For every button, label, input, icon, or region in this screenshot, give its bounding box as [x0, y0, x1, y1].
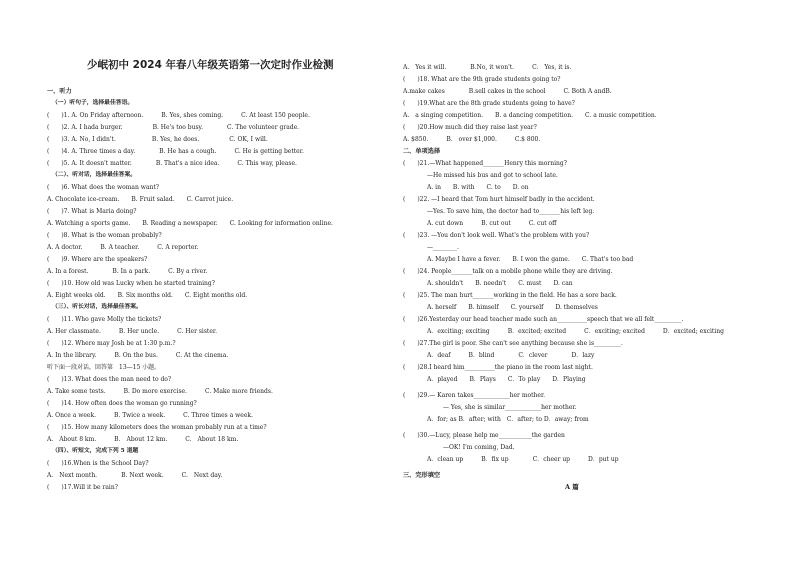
right-line: A 篇	[565, 483, 579, 491]
right-line: A．played B．Plays C．To play D．Playing	[427, 376, 586, 383]
left-line: ( )16.When is the School Day?	[47, 460, 149, 467]
left-line: A. A doctor. B. A teacher. C. A reporter.	[47, 244, 199, 251]
left-line: ( )5. A. It doesn't matter. B. That's a nice idea. C. This way, please.	[47, 160, 297, 167]
left-line: ( )10. How old was Lucky when he started training?	[47, 280, 215, 287]
right-line: ( )24. People_______talk on a mobile phone while they are driving.	[403, 268, 613, 275]
left-line: A. Chocolate ice-cream. B. Fruit salad. C. Carrot juice.	[47, 196, 234, 203]
page-title: 少岷初中 2024 年春八年级英语第一次定时作业检测	[87, 59, 334, 71]
left-line: （四）、听短文，完成下列 5 道题	[52, 448, 139, 454]
right-line: ( )21.—What happened_______Henry this morning?	[403, 160, 567, 167]
right-line: A.make cakes B.sell cakes in the school C. Both A andB.	[403, 88, 612, 95]
left-line: ( )1. A. On Friday afternoon. B. Yes, shes coming. C. At least 150 people.	[47, 112, 310, 119]
left-line: A. Once a week. B. Twice a week. C. Three times a week.	[47, 412, 253, 419]
left-line: 一、听力	[47, 88, 72, 95]
left-line: ( )2. A. I hada burger. B. He's too busy. C. The volunteer grade.	[47, 124, 300, 131]
left-line: （二）、听对话，选择最佳答案。	[52, 172, 137, 178]
right-line: ( )18. What are the 9th grade students going to?	[403, 76, 561, 83]
left-line: A. In a forest. B. In a park. C. By a river.	[47, 268, 208, 275]
right-line: ( )25. The man hurt_______working in the field. He has a sore back.	[403, 292, 617, 299]
left-line: 听下面一段对话，回答第 13—15 小题。	[47, 364, 161, 371]
right-line: ( )28.I heard him__________the piano in the room last night.	[403, 364, 593, 371]
left-line: A. Take some tests. B. Do more exercise. C. Make more friends.	[47, 388, 273, 395]
right-line: ( )30.—Lucy, please help me___________the garden	[403, 432, 565, 439]
right-line: 三、完形填空	[403, 472, 441, 479]
left-line: ( )6. What does the woman want?	[47, 184, 159, 191]
right-line: A. Maybe I have a fever. B. I won the game. C. That's too bad	[427, 256, 634, 263]
right-line: ( )19.What are the 8th grade students going to have?	[403, 100, 575, 107]
left-line: ( )9. Where are the speakers?	[47, 256, 148, 263]
right-line: A. in B. with C. to D. on	[427, 184, 529, 191]
right-line: —Yes. To save him, the doctor had to_______his left leg.	[427, 208, 595, 215]
right-line: —He missed his bus and got to school late.	[427, 172, 558, 179]
left-line: ( )7. What is Maria doing?	[47, 208, 137, 215]
right-line: — Yes, she is similar____________her mother.	[443, 404, 577, 411]
left-line: A. About 8 km. B. About 12 km. C. About 18 km.	[47, 436, 239, 443]
left-line: A. Watching a sports game. B. Reading a newspaper. C. Looking for information online.	[47, 220, 333, 227]
right-line: —________.	[427, 244, 459, 251]
left-line: ( )14. How often does the woman go running?	[47, 400, 197, 407]
right-line: ( )20.How much did they raise last year?	[403, 124, 537, 131]
right-line: A．clean up B．fix up C．cheer up D．put up	[427, 456, 619, 463]
right-line: ( )22. —I heard that Tom hurt himself badly in the accident.	[403, 196, 595, 203]
right-line: A. shouldn't B. needn't C. must D. can	[427, 280, 573, 287]
left-line: ( )15. How many kilometers does the woman probably run at a time?	[47, 424, 267, 431]
right-line: A. cut down B. cut out C. cut off	[427, 220, 557, 227]
right-line: —OK! I'm coming, Dad.	[443, 444, 515, 451]
right-line: ( )23. —You don't look well. What's the problem with you?	[403, 232, 590, 239]
right-line: 二、单项选择	[403, 148, 441, 155]
right-line: A．exciting; exciting B．excited; excited C．exciting; excited D．excited; exciting	[427, 328, 724, 335]
left-line: ( )3. A. No, I didn't. B. Yes, he does. C. OK, I will.	[47, 136, 268, 143]
left-line: ( )17.Will it be rain?	[47, 484, 118, 491]
right-line: A. Yes it will. B.No, it won't. C. Yes, it is.	[403, 64, 572, 71]
left-line: A. In the library. B. On the bus. C. At the cinema.	[47, 352, 229, 359]
left-line: ( )12. Where may Josh be at 1:30 p.m.?	[47, 340, 176, 347]
left-line: ( )4. A. Three times a day. B. He has a cough. C. He is getting better.	[47, 148, 304, 155]
right-line: ( )26.Yesterday our head teacher made such an__________speech that we all felt_________.	[403, 316, 684, 323]
right-line: A. a singing competition. B. a dancing competition. C. a music competition.	[403, 112, 657, 119]
left-line: （三）、听长对话，选择最佳答案。	[52, 304, 142, 310]
left-line: A. Next month. B. Next week. C. Next day.	[47, 472, 223, 479]
left-line: A. Her classmate. B. Her uncle. C. Her sister.	[47, 328, 218, 335]
left-line: ( )11. Who gave Molly the tickets?	[47, 316, 162, 323]
right-line: ( )29.— Karen takes____________her mother.	[403, 392, 546, 399]
right-line: A. $850. B. over $1,000. C.$ 800.	[403, 136, 541, 143]
left-line: ( )8. What is the woman probably?	[47, 232, 162, 239]
left-line: ( )13. What does the man need to do?	[47, 376, 172, 383]
right-line: ( )27.The girl is poor. She can't see anything because she is_________.	[403, 340, 623, 347]
right-line: A．deaf B．blind C．clever D．lazy	[427, 352, 595, 359]
left-line: （一）听句子，选择最佳答语。	[52, 100, 134, 106]
right-line: A. herself B. himself C. yourself D. themselves	[427, 304, 598, 311]
right-line: A．for; as B．after; with C．after; to D．away; from	[427, 416, 589, 423]
left-line: A. Eight weeks old. B. Six months old. C. Eight months old.	[47, 292, 248, 299]
